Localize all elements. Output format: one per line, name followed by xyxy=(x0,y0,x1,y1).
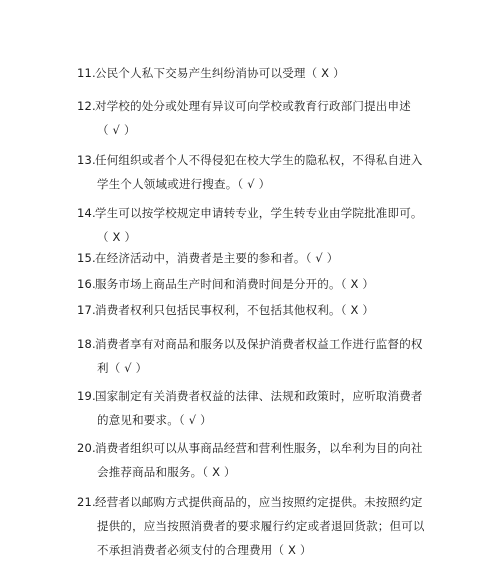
question-number: 12. xyxy=(77,99,96,113)
question-text: 学生可以按学校规定申请转专业，学生转专业由学院批准即可。 xyxy=(95,206,423,220)
question-item xyxy=(77,490,425,562)
question-text: 消费者权利只包括民事权利，不包括其他权利。（ X ） xyxy=(95,303,375,317)
question-item xyxy=(77,436,423,484)
question-text: 对学校的处分或处理有异议可向学校或教育行政部门提出申述 xyxy=(95,99,411,113)
question-number: 21. xyxy=(77,495,96,509)
question-number: 14. xyxy=(77,206,96,220)
question-item xyxy=(77,272,417,296)
question-item xyxy=(77,148,423,196)
question-text: 在经济活动中，消费者是主要的参和者。（ √ ） xyxy=(95,251,339,265)
question-text: 国家制定有关消费者权益的法律、法规和政策时，应听取消费者 xyxy=(95,389,423,403)
question-text: 消费者组织可以从事商品经营和营利性服务，以牟利为目的向社 xyxy=(95,441,423,455)
question-text: 学生个人领域或进行搜查。（ √ ） xyxy=(97,177,271,191)
question-text: 消费者享有对商品和服务以及保护消费者权益工作进行监督的权 xyxy=(95,337,423,351)
question-number: 13. xyxy=(77,153,96,167)
question-item xyxy=(77,298,417,322)
question-text: 的意见和要求。（ √ ） xyxy=(97,413,212,427)
question-item xyxy=(77,201,423,249)
question-number: 16. xyxy=(77,277,96,291)
question-text: 任何组织或者个人不得侵犯在校大学生的隐私权，不得私自进入 xyxy=(95,153,423,167)
question-text: 提供的，应当按照消费者的要求履行约定或者退回货款；但可以 xyxy=(97,519,425,533)
question-number: 20. xyxy=(77,441,96,455)
question-text: （ X ） xyxy=(97,230,137,244)
question-item xyxy=(77,384,423,432)
question-number: 11. xyxy=(77,66,96,80)
question-item xyxy=(77,94,417,142)
question-text: 利（ √ ） xyxy=(97,361,148,375)
question-text: 经营者以邮购方式提供商品的，应当按照约定提供。未按照约定 xyxy=(95,495,423,509)
question-number: 19. xyxy=(77,389,96,403)
question-item xyxy=(77,61,417,85)
question-number: 15. xyxy=(77,251,96,265)
question-text: 不承担消费者必须支付的合理费用（ X ） xyxy=(97,543,312,557)
question-text: 公民个人私下交易产生纠纷消协可以受理（ X ） xyxy=(95,66,345,80)
question-text: 会推荐商品和服务。（ X ） xyxy=(97,465,236,479)
question-number: 18. xyxy=(77,337,96,351)
question-text: （ √ ） xyxy=(97,123,136,137)
question-number: 17. xyxy=(77,303,96,317)
question-item xyxy=(77,332,423,380)
question-text: 服务市场上商品生产时间和消费时间是分开的。（ X ） xyxy=(95,277,375,291)
question-item xyxy=(77,246,417,270)
